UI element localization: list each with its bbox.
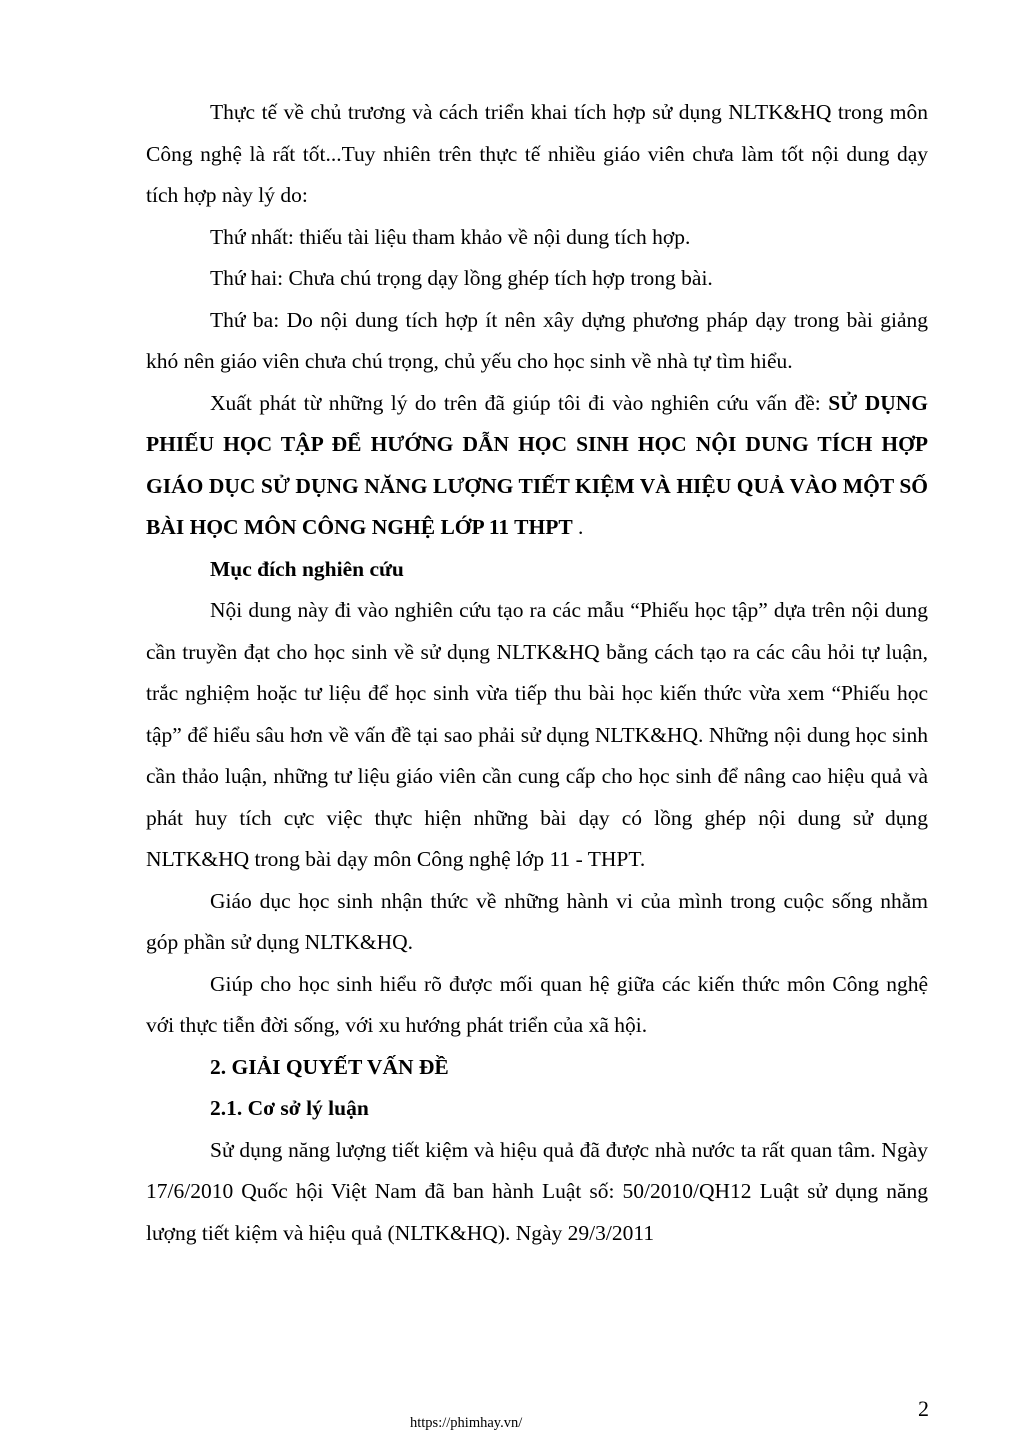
heading-section-2: 2. GIẢI QUYẾT VẤN ĐỀ [210,1054,449,1079]
paragraph-reason-3: Thứ ba: Do nội dung tích hợp ít nên xây dựng phương pháp dạy trong bài giảng khó nên giáo viên chưa chú trọng, chủ yếu cho học sinh về nhà tự tìm hiểu. [146,307,928,373]
footer-url[interactable]: https://phimhay.vn/ [410,1415,523,1431]
paragraph-purpose-content: Nội dung này đi vào nghiên cứu tạo ra các mẫu “Phiếu học tập” dựa trên nội dung cần truyền đạt cho học sinh về sử dụng NLTK&HQ bằng cách tạo ra các câu hỏi tự luận, trắc nghiệm hoặc tư liệu để học sinh vừa tiếp thu bài học kiến thức vừa xem “Phiếu học tập” để hiểu sâu hơn về vấn đề tại sao phải sử dụng NLTK&HQ. Những nội dung học sinh cần thảo luận, những tư liệu giáo viên cần cung cấp cho học sinh để nâng cao hiệu quả và phát huy tích cực việc thực hiện những bài dạy có lồng ghép nội dung sử dụng NLTK&HQ trong bài dạy môn Công nghệ lớp 11 - THPT. [146,598,928,871]
document-body [146,92,928,1254]
heading-research-purpose: Mục đích nghiên cứu [210,556,404,581]
paragraph-intro: Thực tế về chủ trương và cách triển khai tích hợp sử dụng NLTK&HQ trong môn Công nghệ là rất tốt...Tuy nhiên trên thực tế nhiều giáo viên chưa làm tốt nội dung dạy tích hợp này lý do: [146,100,928,207]
topic-title: SỬ DỤNG PHIẾU HỌC TẬP ĐỂ HƯỚNG DẪN HỌC SINH HỌC NỘI DUNG TÍCH HỢP GIÁO DỤC SỬ DỤNG NĂNG LƯỢNG TIẾT KIỆM VÀ HIỆU QUẢ VÀO MỘT SỐ BÀI HỌC MÔN CÔNG NGHỆ LỚP 11 THPT [146,390,928,539]
page-number: 2 [918,1396,929,1421]
paragraph-education: Giáo dục học sinh nhận thức về những hành vi của mình trong cuộc sống nhằm góp phần sử dụng NLTK&HQ. [146,888,928,954]
paragraph-reason-1: Thứ nhất: thiếu tài liệu tham khảo về nội dung tích hợp. [210,224,691,249]
paragraph-theory: Sử dụng năng lượng tiết kiệm và hiệu quả đã được nhà nước ta rất quan tâm. Ngày 17/6/2010 Quốc hội Việt Nam đã ban hành Luật số: 50/2010/QH12 Luật sử dụng năng lượng tiết kiệm và hiệu quả (NLTK&HQ). Ngày 29/3/2011 [146,1137,928,1245]
paragraph-understanding: Giúp cho học sinh hiểu rõ được mối quan hệ giữa các kiến thức môn Công nghệ với thực tiễn đời sống, với xu hướng phát triển của xã hội. [146,971,928,1037]
paragraph-reason-2: Thứ hai: Chưa chú trọng dạy lồng ghép tích hợp trong bài. [210,266,713,290]
paragraph-topic [146,383,928,549]
topic-intro-text: Xuất phát từ những lý do trên đã giúp tôi đi vào nghiên cứu vấn đề: [210,390,829,415]
heading-section-2-1: 2.1. Cơ sở lý luận [210,1096,369,1120]
topic-end-text: . [572,515,584,539]
